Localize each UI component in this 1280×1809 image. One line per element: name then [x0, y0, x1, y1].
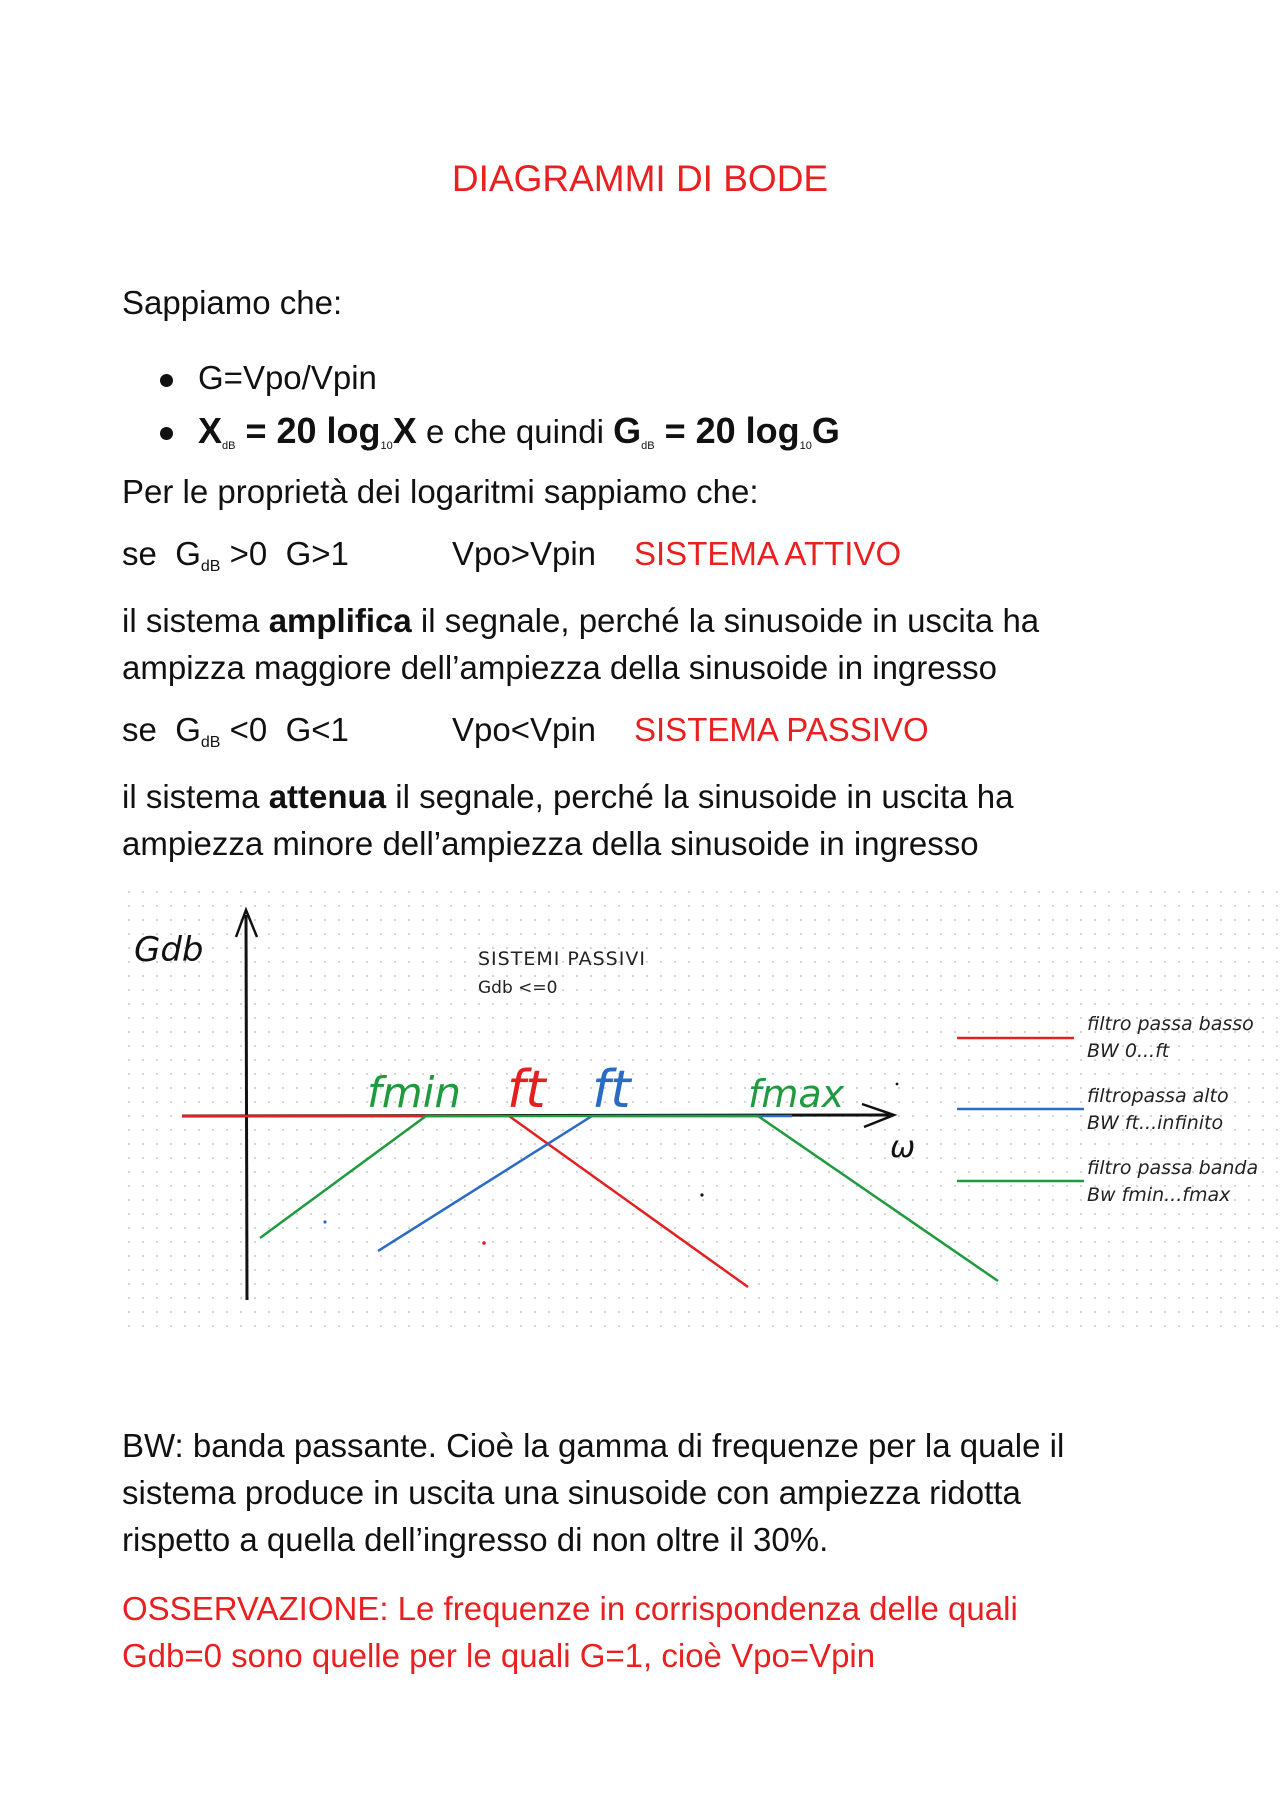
formula-g: G	[613, 410, 642, 451]
bullet-dot-icon	[160, 427, 173, 440]
active-cond: >0 G>1	[220, 535, 349, 572]
stray-dot	[482, 1241, 486, 1245]
passive-se-text: se G	[122, 711, 201, 748]
intro-text: Sappiamo che:	[122, 284, 343, 321]
active-se	[122, 535, 349, 575]
passive-se	[122, 711, 349, 751]
formula-eq2: = 20 log	[654, 410, 800, 451]
bw-line1: BW: banda passante. Cioè la gamma di frequenze per la quale il	[122, 1427, 1065, 1464]
x-axis-label: ω	[890, 1130, 916, 1165]
formula-eq1: = 20 log	[235, 410, 381, 451]
bandpass-curve	[260, 1116, 998, 1281]
diagram-title: SISTEMI PASSIVI	[478, 948, 646, 970]
formula-x2: X	[392, 410, 417, 451]
passive-cond: <0 G<1	[220, 711, 349, 748]
lowpass-curve	[182, 1116, 748, 1287]
legend-bandpass-name: filtro passa banda	[1087, 1157, 1259, 1179]
log-properties-text: Per le proprietà dei logaritmi sappiamo che:	[122, 473, 759, 510]
fmin-label: fmin	[367, 1068, 461, 1117]
formula-log-sub1: 10	[380, 440, 393, 452]
passive-condition-row	[122, 711, 929, 752]
y-axis	[246, 915, 247, 1300]
bw-line2: sistema produce in uscita una sinusoide con ampiezza ridotta	[122, 1474, 1021, 1511]
y-axis-label: Gdb	[134, 930, 204, 970]
stray-dot	[700, 1193, 703, 1196]
passive-sub: dB	[200, 734, 221, 751]
active-vpo: Vpo>Vpin	[452, 535, 597, 572]
bode-diagram	[122, 885, 1280, 1330]
legend-highpass-name: filtropassa alto	[1087, 1085, 1229, 1107]
passive-desc-line1	[122, 773, 1013, 820]
passive-desc-pre: il sistema	[122, 778, 269, 815]
formula-middle: e che quindi	[416, 413, 614, 450]
formula-g2: G	[811, 410, 840, 451]
passive-desc-bold: attenua	[268, 778, 387, 815]
ft-red-label: ft	[507, 1060, 546, 1120]
legend-bandpass-bw: Bw fmin...fmax	[1087, 1184, 1231, 1206]
passive-desc-post: il segnale, perché la sinusoide in uscita ha	[386, 778, 1014, 815]
observation-line1: OSSERVAZIONE: Le frequenze in corrispondenza delle quali	[122, 1590, 1018, 1627]
passive-vpo: Vpo<Vpin	[452, 711, 597, 748]
active-condition-row	[122, 535, 902, 576]
ft-blue-label: ft	[592, 1060, 631, 1120]
formula-log-sub2: 10	[799, 440, 812, 452]
legend-highpass-bw: BW ft...infinito	[1087, 1112, 1224, 1134]
passive-desc-line2: ampiezza minore dell’ampiezza della sinusoide in ingresso	[122, 825, 979, 862]
active-sub: dB	[200, 558, 221, 575]
active-label: SISTEMA ATTIVO	[634, 535, 902, 572]
active-desc-post: il segnale, perché la sinusoide in uscita ha	[411, 602, 1040, 639]
active-desc-pre: il sistema	[122, 602, 269, 639]
stray-dot	[896, 1083, 899, 1086]
formula-g-sub: dB	[641, 440, 655, 452]
active-desc-line2: ampizza maggiore dell’ampiezza della sinusoide in ingresso	[122, 649, 997, 686]
diagram-subtitle: Gdb <=0	[478, 978, 558, 998]
active-se-text: se G	[122, 535, 201, 572]
active-desc-bold: amplifica	[268, 602, 412, 639]
bode-diagram-svg	[122, 885, 1280, 1330]
db-formula	[198, 405, 840, 472]
observation-line2: Gdb=0 sono quelle per le quali G=1, cioè Vpo=Vpin	[122, 1637, 876, 1674]
legend-lowpass-name: filtro passa basso	[1087, 1013, 1254, 1035]
active-desc-line1	[122, 597, 1039, 644]
legend-lowpass-bw: BW 0...ft	[1087, 1040, 1170, 1062]
legend	[957, 1013, 1258, 1206]
bullet-dot-icon	[160, 374, 173, 387]
highpass-curve	[378, 1116, 792, 1251]
gain-formula: G=Vpo/Vpin	[198, 359, 377, 396]
formula-x-sub: dB	[222, 440, 236, 452]
page-title: DIAGRAMMI DI BODE	[451, 158, 829, 199]
fmax-label: fmax	[748, 1072, 845, 1116]
stray-dot	[323, 1220, 326, 1223]
formula-x: X	[198, 410, 223, 451]
passive-label: SISTEMA PASSIVO	[634, 711, 929, 748]
bw-line3: rispetto a quella dell’ingresso di non oltre il 30%.	[122, 1521, 829, 1558]
